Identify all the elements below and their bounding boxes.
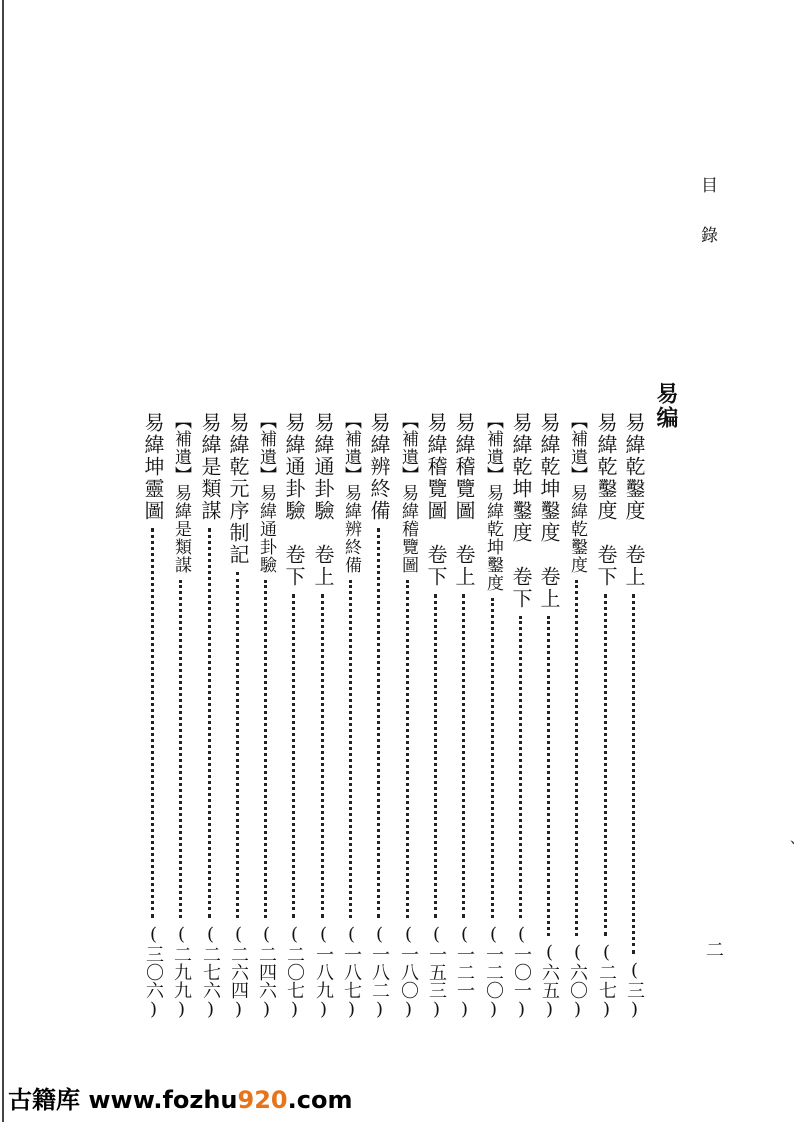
- toc-entry-page: (一〇一): [511, 924, 532, 1020]
- toc-dot-leader: [179, 580, 185, 918]
- toc-entry[interactable]: [225, 412, 251, 1020]
- toc-entry-title: 【補遺】易緯乾坤鑿度: [483, 412, 503, 592]
- toc-entry-title: 易緯通卦驗 卷下: [282, 412, 306, 588]
- toc-entry[interactable]: [310, 412, 336, 1020]
- toc-dot-leader: [406, 580, 412, 918]
- margin-mark: 、: [790, 831, 804, 847]
- toc-entry-title: 易緯乾鑿度 卷下: [594, 412, 618, 588]
- toc-entry[interactable]: [366, 412, 392, 1020]
- toc-entry-page: (一二一): [454, 924, 475, 1020]
- toc-entry-title: 易緯乾坤鑿度 卷下: [509, 412, 533, 610]
- toc-dot-leader: [377, 528, 383, 918]
- toc-entry[interactable]: [508, 412, 534, 1020]
- section-title: 易编: [653, 382, 679, 430]
- toc-entry[interactable]: [451, 412, 477, 1020]
- toc-entry-title: 【補遺】易緯辨終備: [341, 412, 361, 574]
- toc-entry-page: (一八〇): [398, 924, 419, 1020]
- toc-entry-title: 易緯坤靈圖: [141, 412, 165, 522]
- toc-entry-title: 【補遺】易緯乾鑿度: [567, 412, 587, 574]
- toc-entry-title: 易緯辨終備: [367, 412, 391, 522]
- toc-dot-leader: [208, 528, 214, 918]
- toc-entry-title: 易緯稽覽圖 卷下: [424, 412, 448, 588]
- toc-entry-page: (二六四): [228, 924, 249, 1020]
- watermark-suffix: .com: [287, 1086, 353, 1114]
- page-number: 二: [703, 940, 724, 958]
- toc-entry-page: (一八二): [369, 924, 390, 1020]
- toc-entry[interactable]: [395, 412, 421, 1020]
- toc-entry[interactable]: [140, 412, 166, 1020]
- contents-heading-char-2: 錄: [697, 226, 717, 243]
- toc-dot-leader: [575, 580, 581, 936]
- toc-entry[interactable]: [253, 412, 279, 1020]
- toc-entry-title: 【補遺】易緯是類謀: [171, 412, 191, 574]
- toc-entry[interactable]: [564, 412, 590, 1020]
- toc-entry-title: 【補遺】易緯通卦驗: [256, 412, 276, 574]
- toc-entry-page: (一二〇): [483, 924, 504, 1020]
- toc-dot-leader: [321, 594, 327, 918]
- toc-entry-page: (六五): [539, 942, 560, 1020]
- toc-dot-leader: [236, 572, 242, 918]
- toc-entry-title: 易緯乾坤鑿度 卷上: [537, 412, 561, 610]
- toc-dot-leader: [547, 616, 553, 936]
- toc-entry[interactable]: [593, 412, 619, 1020]
- toc-entry-page: (三): [624, 960, 645, 1020]
- toc-dot-leader: [349, 580, 355, 918]
- toc-entry-title: 易緯乾元序制記: [226, 412, 250, 566]
- toc-entry-title: 易緯是類謀: [198, 412, 222, 522]
- toc-entry-page: (一八七): [341, 924, 362, 1020]
- toc-entry[interactable]: [423, 412, 449, 1020]
- toc-entry[interactable]: [480, 412, 506, 1020]
- toc-entry-page: (二〇七): [284, 924, 305, 1020]
- toc-entry-page: (二七六): [200, 924, 221, 1020]
- toc-entry[interactable]: [536, 412, 562, 1020]
- toc-entry[interactable]: [197, 412, 223, 1020]
- page-left-border: [2, 0, 4, 1122]
- toc-dot-leader: [604, 594, 610, 936]
- toc-entry-page: (三〇六): [143, 924, 164, 1020]
- site-watermark[interactable]: [8, 1080, 352, 1114]
- toc-entry[interactable]: [281, 412, 307, 1020]
- watermark-number: 920: [237, 1086, 288, 1114]
- toc-entry-title: 易緯乾鑿度 卷上: [622, 412, 646, 588]
- toc-entry-page: (六〇): [567, 942, 588, 1020]
- contents-heading-char-1: 目: [697, 176, 717, 193]
- toc-dot-leader: [264, 580, 270, 918]
- toc-dot-leader: [519, 616, 525, 918]
- toc-entry[interactable]: [338, 412, 364, 1020]
- toc-dot-leader: [292, 594, 298, 918]
- toc-entry-title: 【補遺】易緯稽覽圖: [398, 412, 418, 574]
- toc-dot-leader: [632, 594, 638, 954]
- toc-entry-title: 易緯通卦驗 卷上: [311, 412, 335, 588]
- toc-entry[interactable]: [168, 412, 194, 1020]
- toc-entry-title: 易緯稽覽圖 卷上: [452, 412, 476, 588]
- toc-entry-page: (二九九): [171, 924, 192, 1020]
- toc-entry-page: (一五三): [426, 924, 447, 1020]
- toc-entry-page: (一八九): [313, 924, 334, 1020]
- toc-entry-page: (二四六): [256, 924, 277, 1020]
- toc-entry-page: (二七): [596, 942, 617, 1020]
- toc-entry[interactable]: [621, 412, 647, 1020]
- toc-dot-leader: [462, 594, 468, 918]
- toc-dot-leader: [491, 598, 497, 918]
- toc-dot-leader: [434, 594, 440, 918]
- watermark-prefix: 古籍库 www.fozhu: [8, 1086, 238, 1114]
- toc-dot-leader: [151, 528, 157, 918]
